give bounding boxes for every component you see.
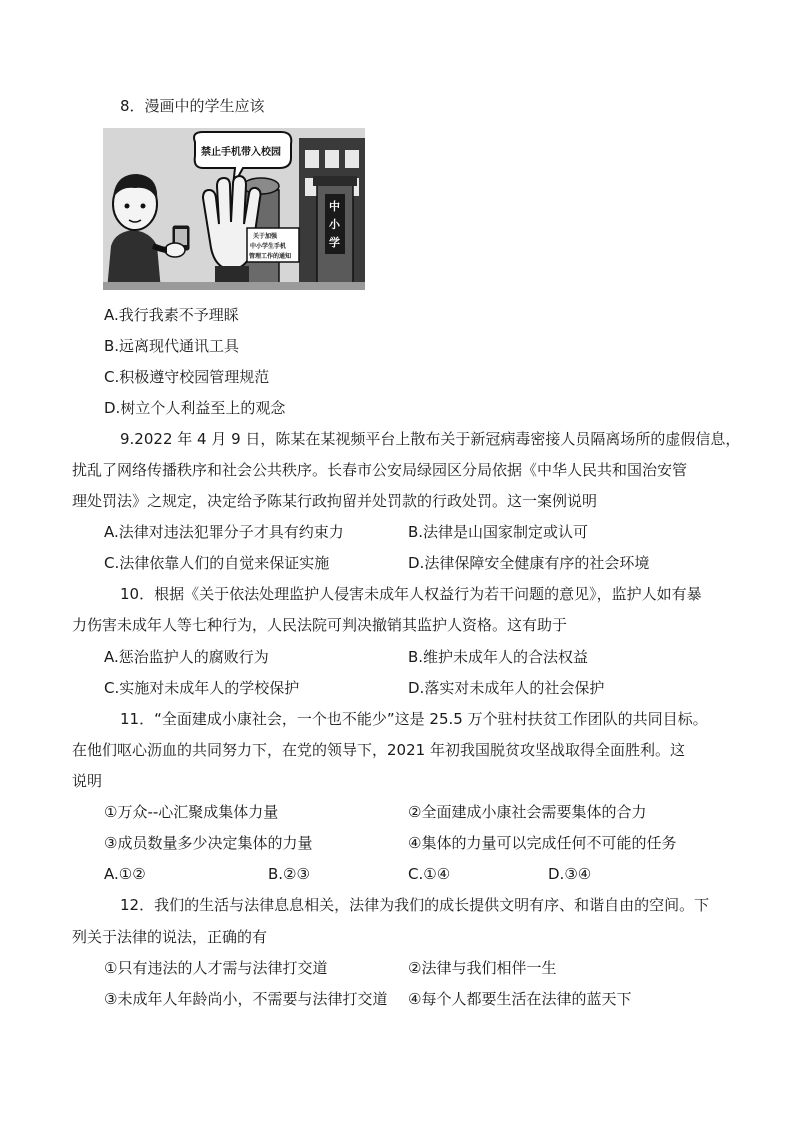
q10-option-b: B.维护未成年人的合法权益 (408, 648, 589, 666)
question-8-stem: 8．漫画中的学生应该 (120, 97, 265, 115)
notice-sign-line-3: 管理工作的通知 (249, 253, 292, 260)
q11-stem-line-1: 11．“全面建成小康社会，一个也不能少”这是 25.5 万个驻村扶贫工作团队的共同目标。 (120, 710, 708, 728)
q10-stem-line-2: 力伤害未成年人等七种行为，人民法院可判决撤销其监护人资格。这有助于 (72, 616, 568, 634)
q9-stem-line-1: 9.2022 年 4 月 9 日，陈某在某视频平台上散布关于新冠病毒密接人员隔离场所的虚假信息， (120, 430, 741, 448)
q11-stem-line-2: 在他们呕心沥血的共同努力下，在党的领导下，2021 年初我国脱贫攻坚战取得全面胜利。这 (72, 741, 685, 759)
q11-statement-3: ③成员数量多少决定集体的力量 (104, 834, 313, 852)
notice-sign-line-2: 中小学生手机 (250, 243, 287, 250)
q12-statement-2: ②法律与我们相伴一生 (408, 959, 557, 977)
q12-statement-3: ③未成年人年龄尚小，不需要与法律打交道 (104, 990, 388, 1008)
q12-statement-1: ①只有违法的人才需与法律打交道 (104, 959, 328, 977)
gate-sign-char-1: 中 (329, 200, 340, 213)
q10-option-d: D.落实对未成年人的社会保护 (408, 679, 605, 697)
q11-option-d: D.③④ (548, 865, 592, 883)
q11-statement-2: ②全面建成小康社会需要集体的合力 (408, 803, 647, 821)
q9-option-a: A.法律对违法犯罪分子才具有约束力 (104, 523, 344, 541)
q11-option-c: C.①④ (408, 865, 451, 883)
q9-stem-line-2: 扰乱了网络传播秩序和社会公共秩序。长春市公安局绿园区分局依据《中华人民共和国治安管 (72, 461, 688, 479)
q12-statement-4: ④每个人都要生活在法律的蓝天下 (408, 990, 632, 1008)
q11-stem-line-3: 说明 (72, 772, 103, 790)
q9-option-c: C.法律依靠人们的自觉来保证实施 (104, 554, 330, 572)
q11-option-b: B.②③ (268, 865, 310, 883)
q8-option-c: C.积极遵守校园管理规范 (104, 368, 270, 386)
q9-stem-line-3: 理处罚法》之规定，决定给予陈某行政拘留并处罚款的行政处罚。这一案例说明 (72, 492, 598, 510)
cartoon-image (103, 128, 365, 290)
gate-sign-char-2: 小 (329, 218, 340, 231)
notice-sign-line-1: 关于加强 (253, 233, 278, 240)
gate-sign-char-3: 学 (329, 236, 340, 249)
q12-stem-line-2: 列关于法律的说法，正确的有 (72, 928, 268, 946)
q9-option-b: B.法律是山国家制定或认可 (408, 523, 589, 541)
q8-option-d: D.树立个人利益至上的观念 (104, 399, 286, 417)
q8-option-b: B.远离现代通讯工具 (104, 337, 240, 355)
q10-option-a: A.惩治监护人的腐败行为 (104, 648, 269, 666)
q11-statement-4: ④集体的力量可以完成任何不可能的任务 (408, 834, 677, 852)
q8-option-a: A.我行我素不予理睬 (104, 306, 239, 324)
q9-option-d: D.法律保障安全健康有序的社会环境 (408, 554, 650, 572)
q11-option-a: A.①② (104, 865, 146, 883)
q10-option-c: C.实施对未成年人的学校保护 (104, 679, 300, 697)
q10-stem-line-1: 10．根据《关于依法处理监护人侵害未成年人权益行为若干问题的意见》，监护人如有暴 (120, 585, 702, 603)
q11-statement-1: ①万众--心汇聚成集体力量 (104, 803, 279, 821)
speech-bubble-text: 禁止手机带入校园 (201, 147, 281, 158)
q12-stem-line-1: 12．我们的生活与法律息息相关，法律为我们的成长提供文明有序、和谐自由的空间。下 (120, 896, 710, 914)
